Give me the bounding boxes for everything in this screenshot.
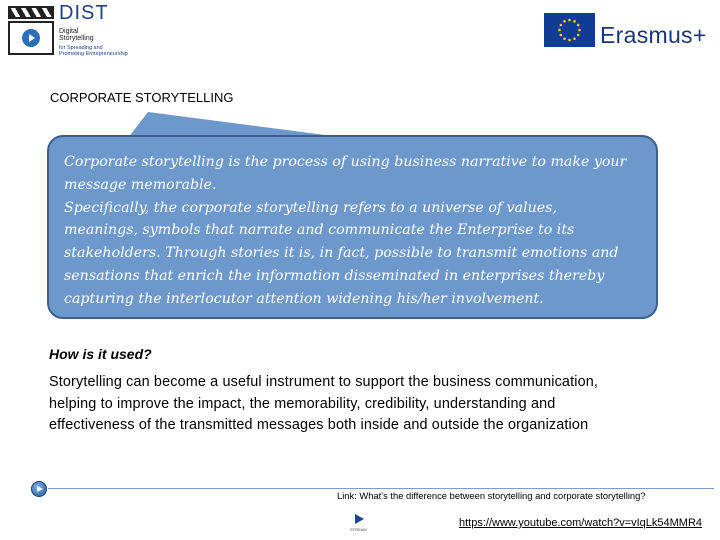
dist-logo-line: for Spreading and bbox=[59, 45, 103, 51]
dist-logo-title: DIST bbox=[59, 2, 109, 24]
eu-star bbox=[577, 24, 580, 27]
eu-star bbox=[560, 34, 563, 37]
eu-star bbox=[577, 34, 580, 37]
bubble-text bbox=[64, 151, 654, 311]
eu-star bbox=[578, 29, 581, 32]
dist-logo bbox=[6, 4, 166, 64]
link-caption: Link: What's the difference between storytelling and corporate storytelling? bbox=[337, 490, 646, 501]
bubble-line: Specifically, the corporate storytelling refers to a universe of values, bbox=[64, 199, 557, 216]
nav-play-icon[interactable] bbox=[31, 481, 47, 497]
eu-star bbox=[573, 37, 576, 40]
divider bbox=[48, 488, 714, 489]
eu-star bbox=[563, 37, 566, 40]
body-line: helping to improve the impact, the memorability, credibility, understanding and bbox=[49, 395, 556, 412]
bubble-line: sensations that enrich the information disseminated in enterprises thereby bbox=[64, 267, 605, 284]
eu-stars bbox=[544, 13, 595, 47]
eu-star bbox=[563, 20, 566, 23]
video-play-icon[interactable] bbox=[350, 512, 370, 534]
eu-star bbox=[560, 24, 563, 27]
bubble-line: capturing the interlocutor attention widening his/her involvement. bbox=[64, 290, 544, 307]
body-line: effectiveness of the transmitted messages both inside and outside the organization bbox=[49, 417, 589, 433]
eu-flag-icon bbox=[544, 13, 595, 47]
bubble-line: meanings, symbols that narrate and communicate the Enterprise to its bbox=[64, 222, 575, 239]
eu-star bbox=[558, 29, 561, 32]
dist-logo-line: Promoting Entrepreneurship bbox=[59, 51, 128, 57]
clapperboard-icon bbox=[6, 4, 54, 56]
body-paragraph bbox=[49, 372, 689, 437]
erasmus-logo-text: Erasmus+ bbox=[600, 22, 707, 48]
video-label: STREAM bbox=[350, 527, 367, 532]
bubble-line: Corporate storytelling is the process of using business narrative to make your bbox=[64, 154, 627, 170]
eu-star bbox=[568, 39, 571, 42]
bubble-line: stakeholders. Through stories it is, in fact, possible to transmit emotions and bbox=[64, 245, 619, 262]
video-link[interactable]: https://www.youtube.com/watch?v=vIqLk54MMR4 bbox=[459, 517, 703, 529]
body-line: Storytelling can become a useful instrument to support the business communication, bbox=[49, 374, 599, 390]
page-title: CORPORATE STORYTELLING bbox=[50, 90, 234, 105]
eu-star bbox=[573, 20, 576, 23]
dist-logo-line: Storytelling bbox=[59, 35, 94, 42]
play-icon bbox=[22, 29, 40, 47]
eu-star bbox=[568, 19, 571, 22]
bubble-line: message memorable. bbox=[64, 176, 217, 193]
section-question: How is it used? bbox=[49, 346, 152, 362]
dist-logo-line: Digital bbox=[59, 28, 79, 35]
